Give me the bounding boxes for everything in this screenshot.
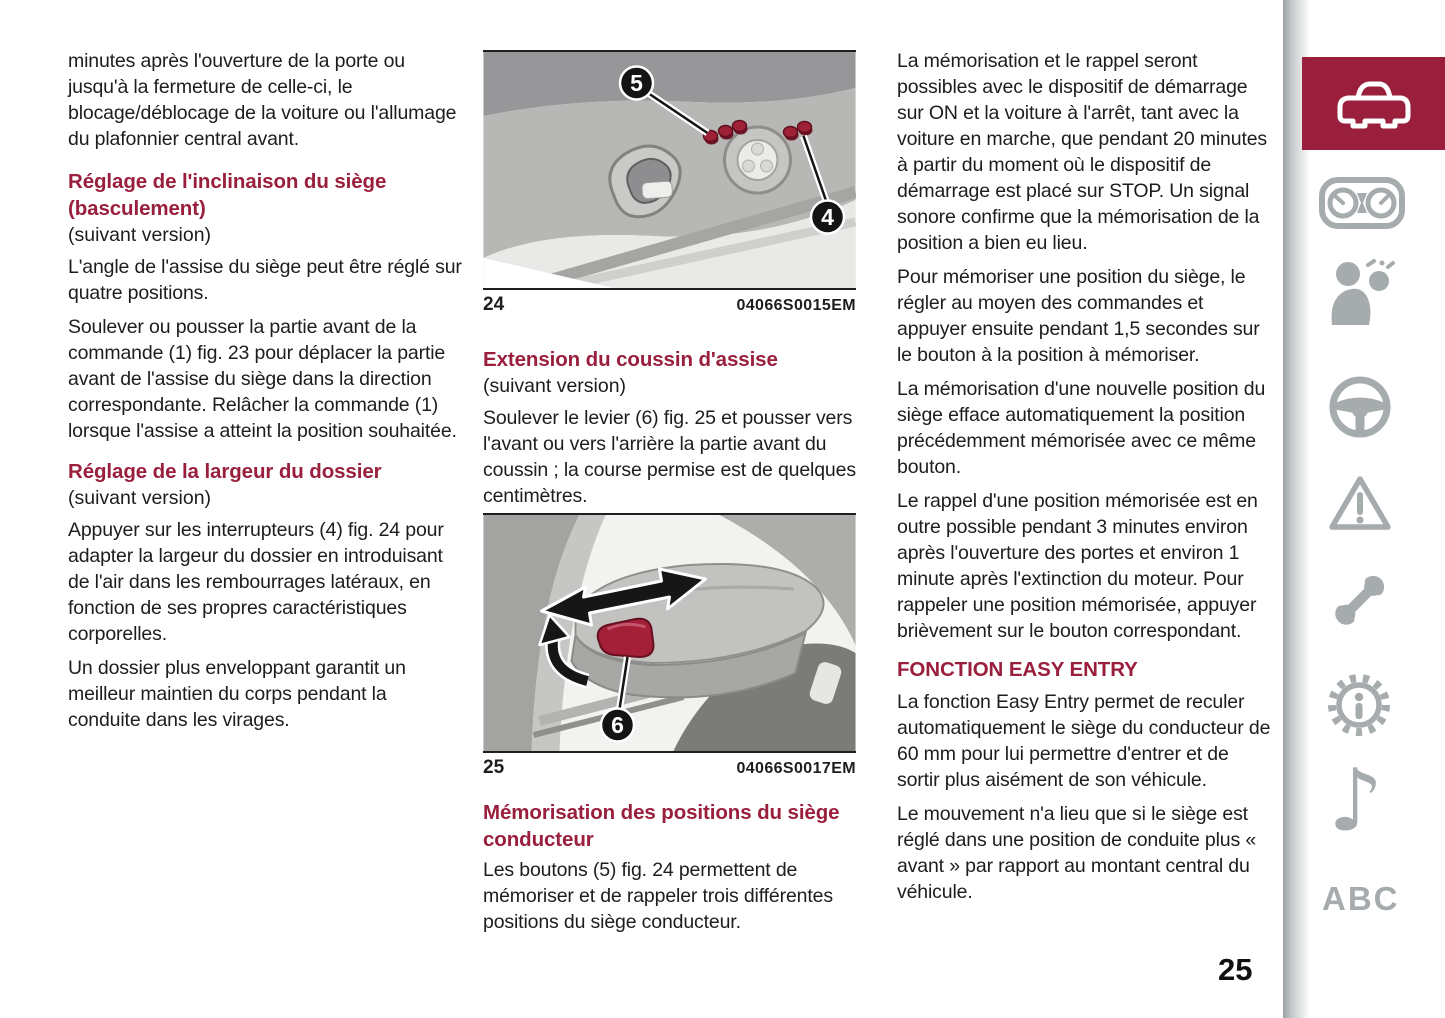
paragraph: Un dossier plus enveloppant garantit un meilleur maintien du corps pendant la conduite dans les virages.: [68, 657, 406, 731]
cushion-extension-lever: [598, 619, 654, 657]
page-edge-shadow: [1283, 0, 1310, 1018]
car-icon: [1335, 78, 1413, 130]
version-note: (suivant version): [68, 224, 212, 246]
paragraph: La mémorisation d'une nouvelle position du siège efface automatiquement la position précédemment mémorisée avec ce même bouton.: [897, 378, 1266, 478]
paragraph: minutes après l'ouverture de la porte ou jusqu'à la fermeture de celle-ci, le blocage/déblocage de la voiture ou l'allumage du plafonnier central avant.: [68, 50, 457, 150]
version-note: (suivant version): [68, 487, 212, 509]
sidebar-tab-vehicle-active[interactable]: [1302, 57, 1445, 150]
section-heading: Mémorisation des positions du siège conducteur: [483, 801, 840, 851]
sidebar-tab-safety[interactable]: [1324, 259, 1396, 330]
seat-side-controls-illustration: [483, 52, 856, 288]
callout-4-badge: [811, 201, 844, 234]
svg-text:6: 6: [611, 712, 624, 738]
steering-wheel-icon: [1329, 376, 1391, 438]
paragraph: Les boutons (5) fig. 24 permettent de mémoriser et de rappeler trois différentes positions du siège conducteur.: [483, 859, 833, 933]
section-heading: Réglage de la largeur du dossier: [68, 460, 382, 483]
figure-25-cushion-extension-image: [483, 513, 856, 753]
paragraph: Soulever le levier (6) fig. 25 et pousser vers l'avant ou vers l'arrière la partie avant du coussin ; la course permise est de quelques centimètres.: [483, 407, 856, 507]
dashboard-icon: [1318, 173, 1406, 233]
warning-triangle-icon: [1328, 474, 1392, 532]
right-column: [897, 44, 1276, 905]
sidebar-tab-emergency[interactable]: [1328, 474, 1392, 537]
middle-column: [483, 44, 856, 935]
version-note: (suivant version): [483, 375, 627, 397]
figure-25-caption: [483, 757, 856, 781]
chapter-section-heading: FONCTION EASY ENTRY: [897, 658, 1138, 681]
paragraph: Pour mémoriser une position du siège, le régler au moyen des commandes et appuyer ensuite pendant 1,5 secondes sur le bouton à la position à mémoriser.: [897, 266, 1260, 366]
sidebar-tab-multimedia[interactable]: [1328, 751, 1383, 851]
sidebar-tab-driving[interactable]: [1329, 376, 1391, 443]
sidebar-tab-technical-data[interactable]: [1326, 672, 1392, 743]
seat-cushion-extension-illustration: [483, 515, 856, 751]
svg-text:5: 5: [630, 70, 643, 96]
section-heading: Extension du coussin d'assise: [483, 348, 778, 371]
sidebar-tab-index[interactable]: [1322, 880, 1400, 918]
figure-code: 04066S0015EM: [736, 297, 856, 314]
figure-code: 04066S0017EM: [736, 760, 856, 777]
figure-number: 25: [483, 757, 505, 778]
sidebar-tab-maintenance[interactable]: [1326, 568, 1392, 639]
left-column: [68, 44, 462, 733]
svg-text:4: 4: [821, 204, 834, 230]
page-number: 25: [1218, 952, 1253, 987]
music-note-icon: ♪: [1328, 751, 1383, 851]
section-heading: Réglage de l'inclinaison du siège (basculement): [68, 170, 387, 220]
abc-index-label: ABC: [1322, 880, 1400, 917]
paragraph: L'angle de l'assise du siège peut être réglé sur quatre positions.: [68, 256, 462, 304]
figure-24-seat-controls-image: [483, 50, 856, 290]
callout-6-badge: [601, 709, 634, 742]
paragraph: Le mouvement n'a lieu que si le siège est réglé dans une position de conduite plus « avant » par rapport au montant central du véhicule.: [897, 803, 1257, 903]
paragraph: La fonction Easy Entry permet de reculer automatiquement le siège du conducteur de 60 mm pour lui permettre d'entrer et de sortir plus aisément de son véhicule.: [897, 691, 1271, 791]
info-gear-icon: [1326, 672, 1392, 738]
airbag-icon: [1324, 259, 1396, 325]
paragraph: Le rappel d'une position mémorisée est en outre possible pendant 3 minutes environ après l'ouverture des portes et environ 1 minute après l'extinction du moteur. Pour rappeler une position mémorisée, appuyer brièvement sur le bouton correspondant.: [897, 490, 1258, 642]
paragraph: Appuyer sur les interrupteurs (4) fig. 24 pour adapter la largeur du dossier en introduisant de l'air dans les rembourrages latéraux, en fonction de ses propres caractéristiques corporelles.: [68, 519, 444, 645]
paragraph: Soulever ou pousser la partie avant de la commande (1) fig. 23 pour déplacer la partie avant de l'assise du siège dans la direction correspondante. Relâcher la commande (1) lorsque l'assise a atteint la position souhaitée.: [68, 316, 457, 442]
figure-24-caption: [483, 294, 856, 318]
wrench-icon: [1326, 568, 1392, 634]
callout-5-badge: [620, 67, 653, 100]
paragraph: La mémorisation et le rappel seront possibles avec le dispositif de démarrage sur ON et la voiture à l'arrêt, tant avec la voiture en marche, que pendant 20 minutes à partir du moment où le dispositif de démarrage est placé sur STOP. Un signal sonore confirme que la mémorisation de la position a bien eu lieu.: [897, 50, 1268, 254]
sidebar-tab-dashboard[interactable]: [1318, 173, 1406, 238]
seat-knob: [725, 127, 791, 193]
figure-number: 24: [483, 294, 505, 315]
